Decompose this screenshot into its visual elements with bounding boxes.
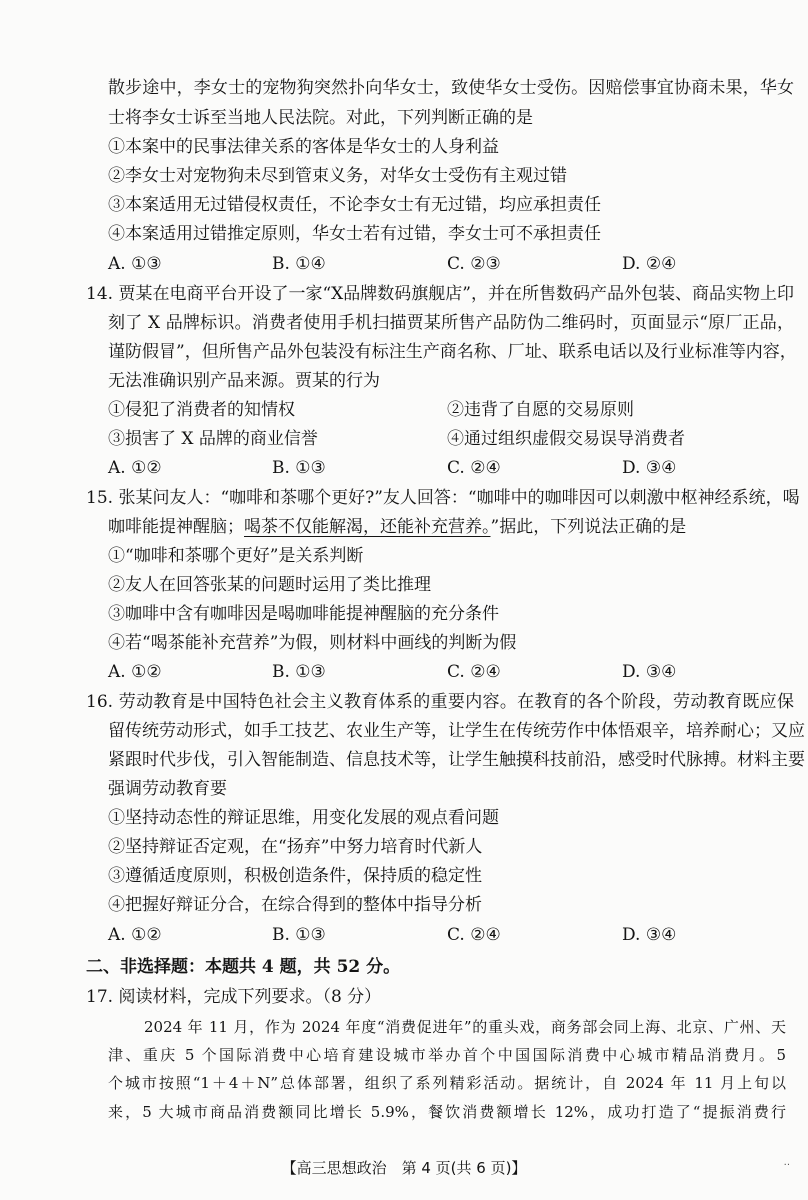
q15-statement-3: ③咖啡中含有咖啡因是喝咖啡能提神醒脑的充分条件 <box>108 604 499 624</box>
q17-material-line-3: 个城市按照“1＋4＋N”总体部署，组织了系列精彩活动。据统计，自 2024 年 11 月上旬以 <box>108 1074 786 1092</box>
q13-statement-3: ③本案适用无过错侵权责任，不论李女士有无过错，均应承担责任 <box>108 195 601 215</box>
q15-option-b[interactable]: B. ①③ <box>272 662 326 682</box>
q14-statement-1: ①侵犯了消费者的知情权 <box>108 400 295 420</box>
q13-stem-line-1: 散步途中，李女士的宠物狗突然扑向华女士，致使华女士受伤。因赔偿事宜协商未果，华女 <box>108 78 794 98</box>
q15-option-d[interactable]: D. ③④ <box>622 662 677 682</box>
q15-statement-1: ①“咖啡和茶哪个更好”是关系判断 <box>108 546 364 566</box>
q16-statement-3: ③遵循适度原则，积极创造条件，保持质的稳定性 <box>108 866 482 886</box>
q14-stem-line-3: 谨防假冒”，但所售产品外包装没有标注生产商名称、厂址、联系电话以及行业标准等内容， <box>108 342 797 362</box>
edge-mark: ·· <box>783 1160 790 1171</box>
q16-stem-line-3: 紧跟时代步伐，引入智能制造、信息技术等，让学生触摸科技前沿，感受时代脉搏。材料主要 <box>108 750 805 770</box>
q15-stem-text-pre: 咖啡能提神醒脑； <box>108 517 244 537</box>
q13-option-d[interactable]: D. ②④ <box>622 254 677 274</box>
q16-stem-line-4: 强调劳动教育要 <box>108 779 227 799</box>
q13-statement-1: ①本案中的民事法律关系的客体是华女士的人身利益 <box>108 137 499 157</box>
q17-material-line-4: 来，5 大城市商品消费额同比增长 5.9%，餐饮消费额增长 12%，成功打造了“提振消费行 <box>108 1103 786 1121</box>
q15-option-c[interactable]: C. ②④ <box>447 662 501 682</box>
page-footer: 【高三思想政治 第 4 页(共 6 页)】 <box>281 1159 527 1177</box>
q16-option-b[interactable]: B. ①③ <box>272 925 326 945</box>
q15-stem-text-post: ”据此，下列说法正确的是 <box>490 517 687 537</box>
q16-statement-4: ④把握好辩证分合，在综合得到的整体中指导分析 <box>108 895 482 915</box>
q16-statement-2: ②坚持辩证否定观，在“扬弃”中努力培育时代新人 <box>108 837 483 857</box>
q17-material-line-1: 2024 年 11 月，作为 2024 年度“消费促进年”的重头戏，商务部会同上海、北京、广州、天 <box>144 1018 786 1036</box>
section-heading-non-choice: 二、非选择题：本题共 4 题，共 52 分。 <box>86 957 401 977</box>
q16-option-a[interactable]: A. ①② <box>108 925 162 945</box>
q17-material-line-2: 津、重庆 5 个国际消费中心培育建设城市举办首个中国国际消费中心城市精品消费月。5 <box>108 1046 786 1064</box>
q13-statement-4: ④本案适用过错推定原则，华女士若有过错，李女士可不承担责任 <box>108 224 601 244</box>
q14-option-c[interactable]: C. ②④ <box>447 458 501 478</box>
q13-option-a[interactable]: A. ①③ <box>108 254 162 274</box>
q13-option-c[interactable]: C. ②③ <box>447 254 501 274</box>
q15-stem-line-1: 15. 张某问友人：“咖啡和茶哪个更好?”友人回答：“咖啡中的咖啡因可以刺激中枢神经系统，喝 <box>86 488 800 508</box>
q14-stem-line-1: 14. 贾某在电商平台开设了一家“X品牌数码旗舰店”，并在所售数码产品外包装、商品实物上印 <box>86 284 794 304</box>
q14-statement-4: ④通过组织虚假交易误导消费者 <box>447 429 685 449</box>
q14-option-d[interactable]: D. ③④ <box>622 458 677 478</box>
q14-option-a[interactable]: A. ①② <box>108 458 162 478</box>
q13-statement-2: ②李女士对宠物狗未尽到管束义务，对华女士受伤有主观过错 <box>108 166 567 186</box>
q16-stem-line-2: 留传统劳动形式，如手工技艺、农业生产等，让学生在传统劳作中体悟艰辛，培养耐心；又应 <box>108 721 805 741</box>
q16-option-c[interactable]: C. ②④ <box>447 925 501 945</box>
q16-stem-line-1: 16. 劳动教育是中国特色社会主义教育体系的重要内容。在教育的各个阶段，劳动教育既应保 <box>86 692 794 712</box>
q15-option-a[interactable]: A. ①② <box>108 662 162 682</box>
q17-title: 17. 阅读材料，完成下列要求。（8 分） <box>86 987 382 1007</box>
q16-statement-1: ①坚持动态性的辩证思维，用变化发展的观点看问题 <box>108 808 499 828</box>
q15-statement-2: ②友人在回答张某的问题时运用了类比推理 <box>108 575 431 595</box>
q13-stem-line-2: 士将李女士诉至当地人民法院。对此，下列判断正确的是 <box>108 108 533 128</box>
q13-option-b[interactable]: B. ①④ <box>272 254 326 274</box>
q14-statement-2: ②违背了自愿的交易原则 <box>447 400 634 420</box>
q14-statement-3: ③损害了 X 品牌的商业信誉 <box>108 429 318 449</box>
q14-option-b[interactable]: B. ①③ <box>272 458 326 478</box>
q15-statement-4: ④若“喝茶能补充营养”为假，则材料中画线的判断为假 <box>108 633 517 653</box>
q15-stem-line-2 <box>108 513 794 541</box>
q16-option-d[interactable]: D. ③④ <box>622 925 677 945</box>
q14-stem-line-4: 无法准确识别产品来源。贾某的行为 <box>108 371 380 391</box>
q15-underlined-judgment: 喝茶不仅能解渴，还能补充营养。 <box>244 517 491 537</box>
q14-stem-line-2: 刻了 X 品牌标识。消费者使用手机扫描贾某所售产品防伪二维码时，页面显示“原厂正品， <box>108 313 794 333</box>
